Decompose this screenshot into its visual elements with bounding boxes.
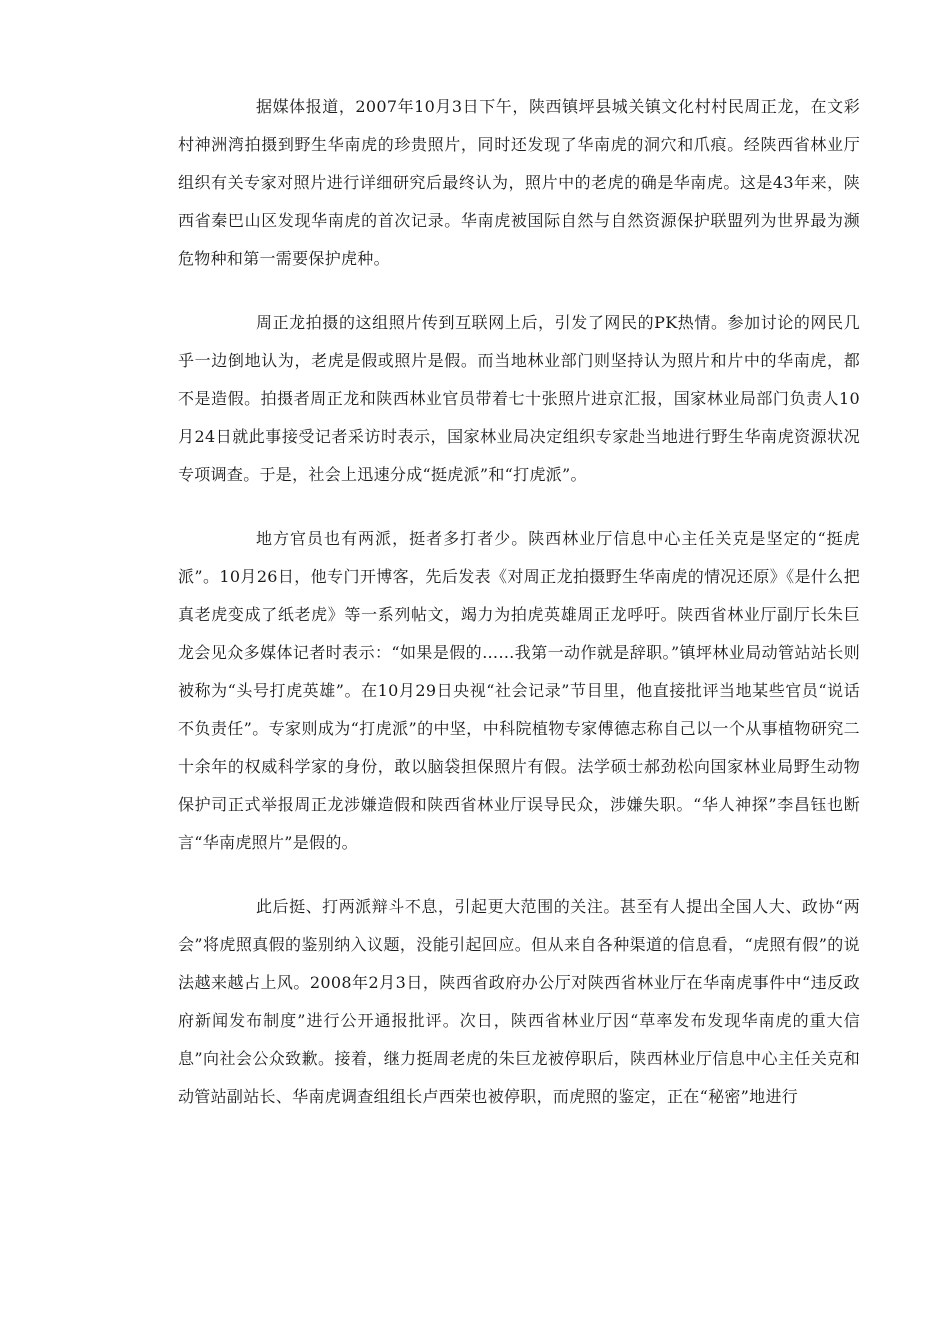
paragraph-3: 地方官员也有两派，挺者多打者少。陕西林业厅信息中心主任关克是坚定的“挺虎派”。10月26日，他专门开博客，先后发表《对周正龙拍摄野生华南虎的情况还原》《是什么把真老虎变成了纸老虎》等一系列帖文，竭力为拍虎英雄周正龙呼吁。陕西省林业厅副厅长朱巨龙会见众多媒体记者时表示：“如果是假的……我第一动作就是辞职。”镇坪林业局动管站站长则被称为“头号打虎英雄”。在10月29日央视“社会记录”节目里，他直接批评当地某些官员“说话不负责任”。专家则成为“打虎派”的中坚，中科院植物专家傅德志称自己以一个从事植物研究二十余年的权威科学家的身份，敢以脑袋担保照片有假。法学硕士郝劲松向国家林业局野生动物保护司正式举报周正龙涉嫌造假和陕西省林业厅误导民众，涉嫌失职。“华人神探”李昌钰也断言“华南虎照片”是假的。 [178, 529, 860, 852]
paragraph-1: 据媒体报道，2007年10月3日下午，陕西镇坪县城关镇文化村村民周正龙，在文彩村神洲湾拍摄到野生华南虎的珍贵照片，同时还发现了华南虎的洞穴和爪痕。经陕西省林业厅组织有关专家对照片进行详细研究后最终认为，照片中的老虎的确是华南虎。这是43年来，陕西省秦巴山区发现华南虎的首次记录。华南虎被国际自然与自然资源保护联盟列为世界最为濒危物种和第一需要保护虎种。 [178, 97, 860, 268]
paragraph-4: 此后挺、打两派辩斗不息，引起更大范围的关注。甚至有人提出全国人大、政协“两会”将虎照真假的鉴别纳入议题，没能引起回应。但从来自各种渠道的信息看，“虎照有假”的说法越来越占上风。2008年2月3日，陕西省政府办公厅对陕西省林业厅在华南虎事件中“违反政府新闻发布制度”进行公开通报批评。次日，陕西省林业厅因“草率发布发现华南虎的重大信息”向社会公众致歉。接着，继力挺周老虎的朱巨龙被停职后，陕西林业厅信息中心主任关克和动管站副站长、华南虎调查组组长卢西荣也被停职，而虎照的鉴定，正在“秘密”地进行 [178, 897, 860, 1106]
document-body [178, 88, 860, 1116]
paragraph-2: 周正龙拍摄的这组照片传到互联网上后，引发了网民的PK热情。参加讨论的网民几乎一边倒地认为，老虎是假或照片是假。而当地林业部门则坚持认为照片和片中的华南虎，都不是造假。拍摄者周正龙和陕西林业官员带着七十张照片进京汇报，国家林业局部门负责人10月24日就此事接受记者采访时表示，国家林业局决定组织专家赴当地进行野生华南虎资源状况专项调查。于是，社会上迅速分成“挺虎派”和“打虎派”。 [178, 313, 860, 484]
